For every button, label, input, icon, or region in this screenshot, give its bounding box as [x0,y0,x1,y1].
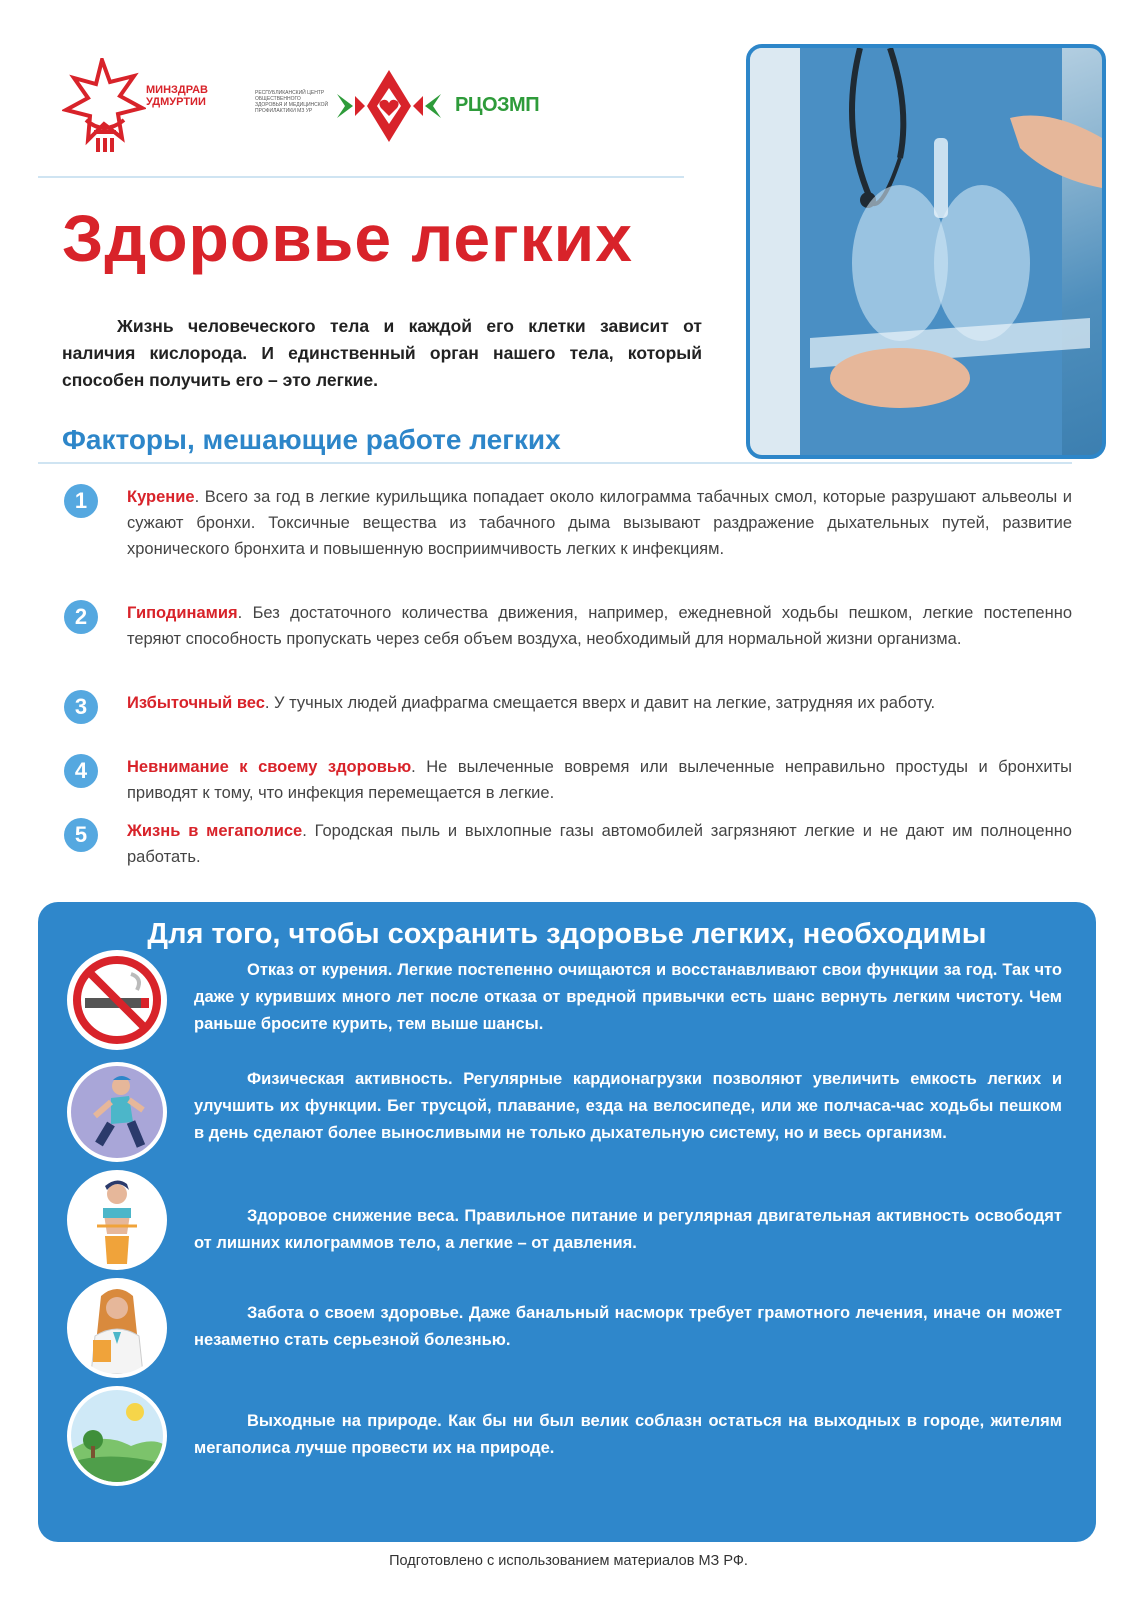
ministry-logo [62,58,212,156]
factor-number-badge: 2 [64,600,98,634]
factor-item [62,690,1072,719]
factor-text [127,818,1072,870]
factor-text [127,484,1072,562]
factor-description: . У тучных людей диафрагма смещается вверх и давит на легкие, затрудняя их работу. [264,694,936,712]
factor-text [127,690,1072,716]
recommendations-title: Для того, чтобы сохранить здоровье легких, необходимы [147,918,987,950]
factor-item [62,484,1072,562]
footer-note: Подготовлено с использованием материалов МЗ РФ. [389,1553,748,1569]
factor-description: . Городская пыль и выхлопные газы автомобилей загрязняют легкие и не дают им полноценно работать. [127,822,1072,866]
factor-term: Гиподинамия [127,604,238,622]
ministry-emblem-icon [62,58,146,156]
factor-number-badge: 5 [64,818,98,852]
factor-term: Курение [127,488,195,506]
doctor-lungs-illustration [750,48,1102,455]
factors-title: Факторы, мешающие работе легких [62,424,561,455]
doctor-icon [67,1278,167,1378]
ministry-name-line2: УДМУРТИИ [146,96,206,108]
recommendation-text: Здоровое снижение веса. Правильное питание и регулярная двигательная активность освободят от лишних килограммов тело, а легкие – от давления. [194,1207,1062,1252]
recommendation-text: Физическая активность. Регулярные кардионагрузки позволяют увеличить емкость легких и улучшить их функции. Бег трусцой, плавание, езда на велосипеде, или же полчаса-час ходьбы пешком в день сделают более выносливыми не только дыхательную систему, но и весь организм. [194,1070,1062,1142]
recommendation-text: Забота о своем здоровье. Даже банальный насморк требует грамотного лечения, иначе он может незаметно стать серьезной болезнью. [194,1304,1062,1349]
factor-description: . Всего за год в легкие курильщика попадает около килограмма табачных смол, которые разрушают альвеолы и сужают бронхи. Токсичные вещества из табачного дыма вызывают раздражение дыхательных путей, развитие хронического бронхита и повышенную восприимчивость легких к инфекциям. [127,488,1072,558]
doctor-lungs-photo [746,44,1106,459]
weight-loss-icon [67,1170,167,1270]
factor-term: Жизнь в мегаполисе [127,822,303,840]
factor-description: . Не вылеченные вовремя или вылеченные неправильно простуды и бронхиты приводят к тому, что инфекция перемещается в легкие. [127,758,1072,802]
center-ornament-icon [329,66,449,146]
no-smoking-icon [67,950,167,1050]
center-abbr: РЦОЗМП [455,94,540,116]
runner-icon [67,1062,167,1162]
factor-text [127,754,1072,806]
recommendation-text: Выходные на природе. Как бы ни был велик соблазн остаться на выходных в городе, жителям мегаполиса лучше провести их на природе. [194,1412,1062,1457]
factor-item [62,600,1072,652]
intro-text: Жизнь человеческого тела и каждой его клетки зависит от наличия кислорода. И единственный орган нашего тела, который способен получить его – это легкие. [62,316,702,390]
nature-icon [67,1386,167,1486]
center-logo [255,66,545,146]
factor-term: Избыточный вес [127,694,265,712]
recommendation-text: Отказ от курения. Легкие постепенно очищаются и восстанавливают свои функции за год. Так что даже у куривших много лет после отказа от вредной привычки есть шанс вернуть легким чистоту. Чем раньше бросите курить, тем выше шансы. [194,961,1062,1033]
factor-item [62,818,1072,870]
factors-divider [38,462,1072,464]
factor-number-badge: 3 [64,690,98,724]
factor-number-badge: 4 [64,754,98,788]
factor-text [127,600,1072,652]
factor-term: Невнимание к своему здоровью [127,758,412,776]
ministry-name-line1: МИНЗДРАВ [146,84,208,96]
center-full-name: РЕСПУБЛИКАНСКИЙ ЦЕНТР ОБЩЕСТВЕННОГО ЗДОРОВЬЯ И МЕДИЦИНСКОЙ ПРОФИЛАКТИКИ МЗ УР [255,90,329,114]
factor-description: . Без достаточного количества движения, например, ежедневной ходьбы пешком, легкие постепенно теряют способность пропускать через себя объем воздуха, необходимый для нормальной жизни организма. [127,604,1072,648]
factor-number-badge: 1 [64,484,98,518]
page-title: Здоровье легких [62,201,633,275]
header-divider [38,176,684,178]
factor-item [62,754,1072,806]
